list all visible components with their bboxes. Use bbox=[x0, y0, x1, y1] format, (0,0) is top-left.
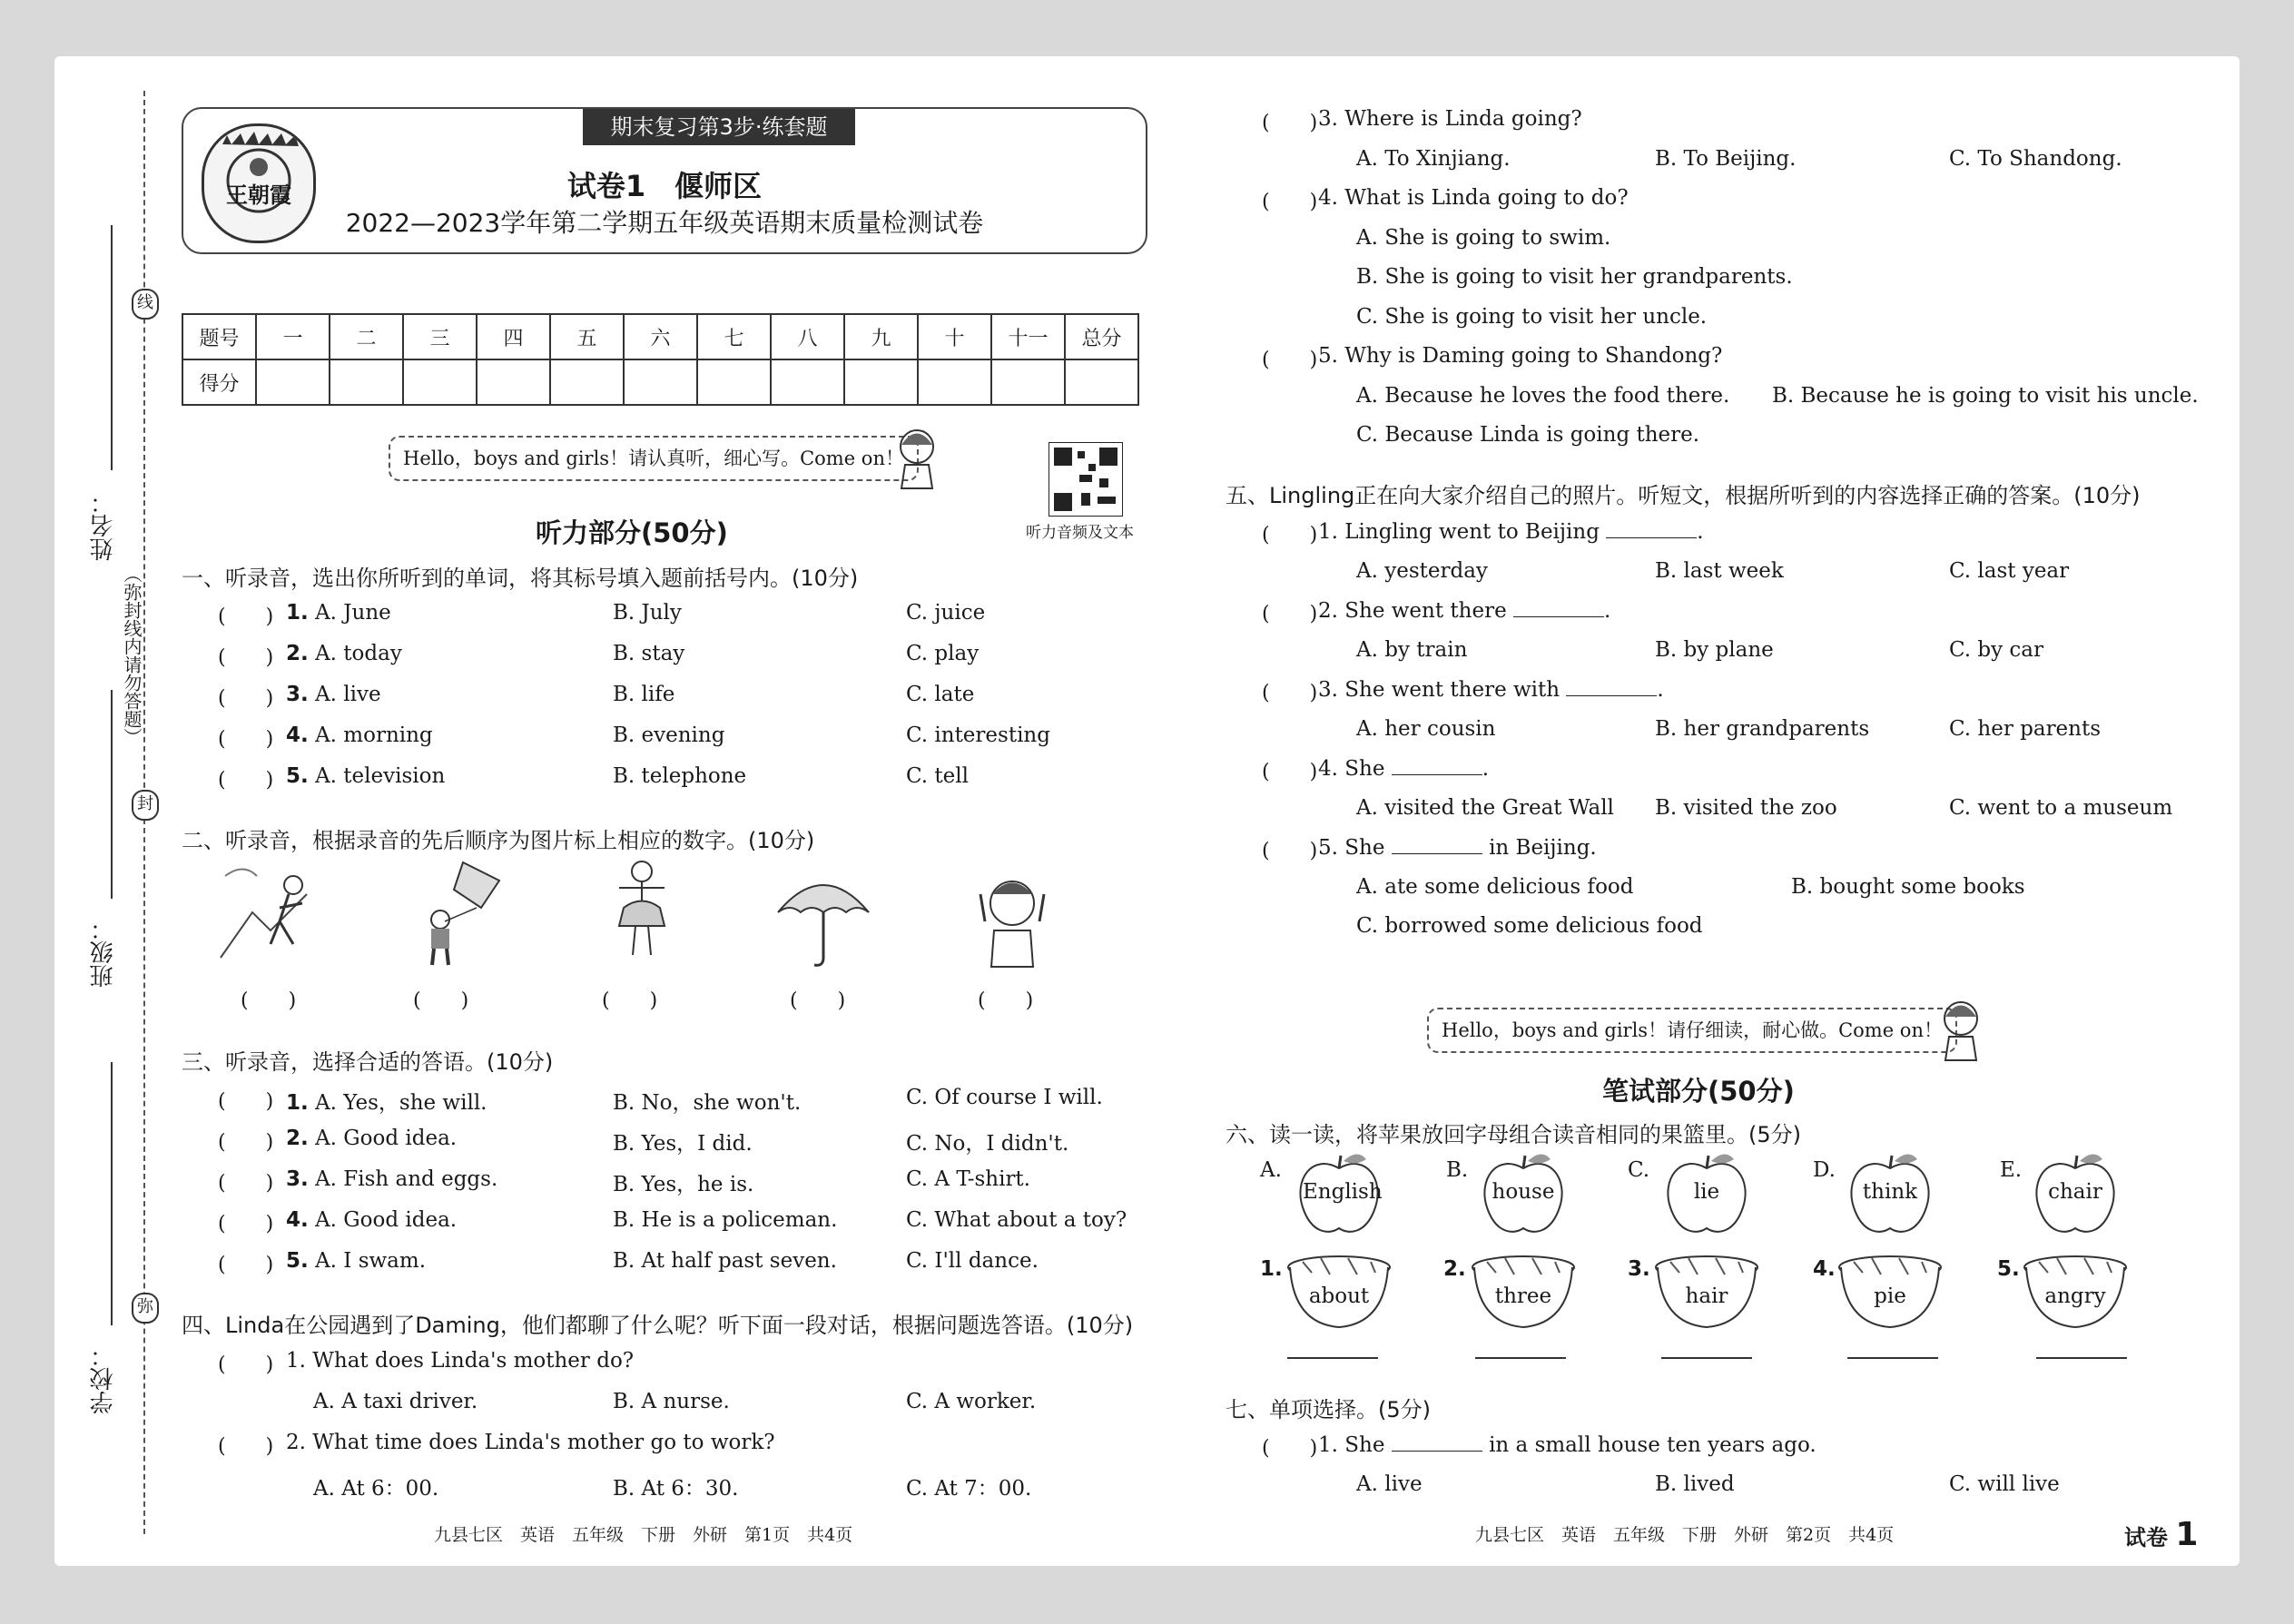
option-c: C. Of course I will. bbox=[906, 1086, 1103, 1109]
answer-bracket[interactable]: ( ) bbox=[1262, 840, 1318, 862]
option-c: C. play bbox=[906, 642, 980, 665]
boy-climbing-picture-icon bbox=[216, 858, 316, 967]
option-c: C. Because Linda is going there. bbox=[1356, 423, 1700, 447]
apple-label: B. bbox=[1446, 1158, 1469, 1182]
basket-word: pie bbox=[1874, 1284, 1906, 1308]
option-a: A. live bbox=[1356, 1472, 1423, 1496]
option-c: C. A T-shirt. bbox=[906, 1167, 1030, 1191]
score-cell[interactable] bbox=[624, 359, 697, 405]
answer-line[interactable] bbox=[2036, 1357, 2127, 1359]
footer-right: 九县七区 英语 五年级 下册 外研 第2页 共4页 bbox=[1475, 1525, 1895, 1545]
option-a: 3. A. Fish and eggs. bbox=[286, 1167, 498, 1191]
apple-label: E. bbox=[2000, 1158, 2023, 1182]
option-a: A. visited the Great Wall bbox=[1356, 796, 1614, 820]
option-c: C. went to a museum bbox=[1949, 796, 2173, 820]
section4-heading: 四、Linda在公园遇到了Daming，他们都聊了什么呢？听下面一段对话，根据问题选答语。(10分) bbox=[182, 1313, 1134, 1338]
picture-order-bracket[interactable]: ( ) bbox=[241, 989, 297, 1012]
option-a: 1. A. Yes，she will. bbox=[286, 1091, 487, 1115]
option-b: B. No，she won't. bbox=[613, 1091, 802, 1115]
option-a: A. She is going to swim. bbox=[1356, 226, 1611, 250]
answer-bracket[interactable]: ( ) bbox=[218, 646, 274, 669]
apple-word: lie bbox=[1693, 1180, 1720, 1204]
qr-caption: 听力音频及文本 bbox=[1026, 524, 1134, 542]
apple-word: house bbox=[1492, 1180, 1555, 1204]
option-c: C. A worker. bbox=[906, 1390, 1037, 1413]
school-field[interactable] bbox=[111, 1062, 113, 1325]
option-b: B. her grandparents bbox=[1655, 717, 1870, 741]
question-text: 5. Why is Daming going to Shandong? bbox=[1318, 344, 1723, 368]
question-text: 1. What does Linda's mother do? bbox=[286, 1349, 635, 1373]
option-c: C. At 7：00. bbox=[906, 1477, 1032, 1501]
score-header-cell: 十一 bbox=[991, 314, 1065, 359]
option-a: A. ate some delicious food bbox=[1356, 875, 1634, 899]
option-b: B. A nurse. bbox=[613, 1390, 730, 1413]
score-cell[interactable] bbox=[550, 359, 624, 405]
exam-header bbox=[182, 107, 1147, 254]
school-label: 学校： bbox=[90, 1343, 117, 1414]
option-a: 3. A. live bbox=[286, 683, 381, 706]
answer-line[interactable] bbox=[1847, 1357, 1938, 1359]
basket-label: 4. bbox=[1813, 1257, 1836, 1281]
answer-bracket[interactable]: ( ) bbox=[218, 1213, 274, 1235]
apple-word: chair bbox=[2048, 1180, 2102, 1204]
option-c: C. last year bbox=[1949, 559, 2070, 583]
name-field[interactable] bbox=[111, 225, 113, 470]
section7-heading: 七、单项选择。(5分) bbox=[1226, 1397, 1431, 1422]
answer-bracket[interactable]: ( ) bbox=[1262, 191, 1318, 213]
binding-note: （弥封线内请勿答题） bbox=[121, 565, 143, 746]
option-b: B. July bbox=[613, 601, 682, 625]
option-a: 2. A. today bbox=[286, 642, 402, 665]
score-header-cell: 三 bbox=[403, 314, 477, 359]
option-a: A. To Xinjiang. bbox=[1356, 147, 1511, 171]
score-header-cell: 题号 bbox=[182, 314, 256, 359]
answer-bracket[interactable]: ( ) bbox=[1262, 682, 1318, 704]
basket-word: about bbox=[1308, 1284, 1370, 1308]
paper-badge bbox=[2124, 1516, 2198, 1553]
score-header-cell: 总分 bbox=[1065, 314, 1138, 359]
option-c: C. I'll dance. bbox=[906, 1249, 1039, 1273]
option-b: B. last week bbox=[1655, 559, 1784, 583]
score-header-cell: 一 bbox=[256, 314, 330, 359]
score-cell[interactable] bbox=[697, 359, 771, 405]
dancing-girl-picture-icon bbox=[592, 853, 692, 962]
score-header-cell: 十 bbox=[918, 314, 991, 359]
score-header-cell: 四 bbox=[477, 314, 550, 359]
score-header-cell: 五 bbox=[550, 314, 624, 359]
question-text: 1. She in a small house ten years ago. bbox=[1318, 1433, 1816, 1457]
picture-order-bracket[interactable]: ( ) bbox=[413, 989, 469, 1012]
answer-line[interactable] bbox=[1475, 1357, 1566, 1359]
score-header-cell: 七 bbox=[697, 314, 771, 359]
class-field[interactable] bbox=[111, 690, 113, 899]
umbrella-picture-icon bbox=[773, 867, 873, 976]
paper-badge-number: 1 bbox=[2175, 1516, 2199, 1553]
score-header-cell: 六 bbox=[624, 314, 697, 359]
basket-word: hair bbox=[1685, 1284, 1728, 1308]
writing-section-title: 笔试部分(50分) bbox=[1602, 1076, 1795, 1107]
question-text: 2. What time does Linda's mother go to work? bbox=[286, 1431, 775, 1454]
score-cell[interactable] bbox=[1065, 359, 1138, 405]
basket-label: 1. bbox=[1260, 1257, 1283, 1281]
section5-heading: 五、Lingling正在向大家介绍自己的照片。听短文，根据所听到的内容选择正确的答案。(10分) bbox=[1226, 483, 2141, 508]
option-c: C. No，I didn't. bbox=[906, 1132, 1069, 1156]
paper-badge-label: 试卷 bbox=[2124, 1525, 2168, 1550]
answer-bracket[interactable]: ( ) bbox=[218, 769, 274, 792]
option-a: 5. A. I swam. bbox=[286, 1249, 427, 1273]
option-a: 1. A. June bbox=[286, 601, 391, 625]
question-text: 1. Lingling went to Beijing . bbox=[1318, 520, 1704, 544]
score-cell[interactable] bbox=[844, 359, 918, 405]
section3-heading: 三、听录音，选择合适的答语。(10分) bbox=[182, 1049, 554, 1075]
answer-bracket[interactable]: ( ) bbox=[218, 1353, 274, 1376]
score-row-label: 得分 bbox=[182, 359, 256, 405]
answer-bracket[interactable]: ( ) bbox=[1262, 761, 1318, 783]
answer-bracket[interactable]: ( ) bbox=[218, 687, 274, 710]
option-b: B. by plane bbox=[1655, 638, 1774, 662]
option-c: C. To Shandong. bbox=[1949, 147, 2122, 171]
answer-bracket[interactable]: ( ) bbox=[218, 728, 274, 751]
option-c: C. What about a toy? bbox=[906, 1208, 1127, 1232]
option-b: B. She is going to visit her grandparents. bbox=[1356, 265, 1793, 289]
option-a: A. At 6：00. bbox=[313, 1477, 439, 1501]
basket-word: angry bbox=[2044, 1284, 2106, 1308]
score-cell[interactable] bbox=[771, 359, 844, 405]
binding-char-close: 弥 bbox=[132, 1293, 159, 1324]
score-cell[interactable] bbox=[256, 359, 330, 405]
option-a: A. her cousin bbox=[1356, 717, 1496, 741]
exam-sheet bbox=[54, 56, 2240, 1566]
option-b: B. lived bbox=[1655, 1472, 1735, 1496]
option-a: A. A taxi driver. bbox=[313, 1390, 478, 1413]
option-b: B. telephone bbox=[613, 764, 747, 788]
question-text: 4. What is Linda going to do? bbox=[1318, 186, 1629, 210]
picture-order-bracket[interactable]: ( ) bbox=[790, 989, 846, 1012]
answer-bracket[interactable]: ( ) bbox=[218, 1254, 274, 1276]
girl-cartoon-icon bbox=[1938, 999, 1984, 1062]
option-c: C. by car bbox=[1949, 638, 2044, 662]
option-b: B. evening bbox=[613, 723, 725, 747]
apple-label: D. bbox=[1813, 1158, 1836, 1182]
review-step-tab: 期末复习第3步·练套题 bbox=[583, 109, 855, 145]
binding-char-seal: 封 bbox=[132, 790, 159, 821]
answer-bracket[interactable]: ( ) bbox=[218, 1435, 274, 1458]
basket-word: three bbox=[1494, 1284, 1552, 1308]
score-cell[interactable] bbox=[403, 359, 477, 405]
answer-bracket[interactable]: ( ) bbox=[218, 1131, 274, 1154]
question-text: 5. She in Beijing. bbox=[1318, 836, 1597, 860]
option-a: A. by train bbox=[1356, 638, 1468, 662]
option-b: B. bought some books bbox=[1791, 875, 2025, 899]
option-c: C. will live bbox=[1949, 1472, 2060, 1496]
option-b: B. At 6：30. bbox=[613, 1477, 739, 1501]
score-cell[interactable] bbox=[330, 359, 403, 405]
apple-word: English bbox=[1303, 1180, 1383, 1204]
option-b: B. To Beijing. bbox=[1655, 147, 1797, 171]
option-c: C. borrowed some delicious food bbox=[1356, 914, 1703, 938]
footer-left: 九县七区 英语 五年级 下册 外研 第1页 共4页 bbox=[434, 1525, 853, 1545]
class-label: 班级： bbox=[90, 917, 117, 988]
option-b: B. visited the zoo bbox=[1655, 796, 1837, 820]
basket-label: 3. bbox=[1628, 1257, 1650, 1281]
score-table bbox=[182, 313, 1139, 406]
option-c: C. late bbox=[906, 683, 975, 706]
apple-label: C. bbox=[1628, 1158, 1650, 1182]
answer-bracket[interactable]: ( ) bbox=[218, 1090, 274, 1113]
option-a: A. yesterday bbox=[1356, 559, 1488, 583]
kite-boy-picture-icon bbox=[409, 858, 508, 967]
option-b: B. life bbox=[613, 683, 675, 706]
name-label: 姓名： bbox=[90, 490, 117, 561]
writing-greeting: Hello，boys and girls！请仔细读，耐心做。Come on！ bbox=[1427, 1008, 1957, 1053]
option-c: C. interesting bbox=[906, 723, 1050, 747]
option-c: C. tell bbox=[906, 764, 969, 788]
question-text: 2. She went there . bbox=[1318, 599, 1611, 623]
answer-bracket[interactable]: ( ) bbox=[1262, 1437, 1318, 1460]
qr-code-icon[interactable] bbox=[1049, 442, 1123, 517]
option-a: 4. A. morning bbox=[286, 723, 433, 747]
basket-label: 5. bbox=[1997, 1257, 2020, 1281]
score-header-cell: 二 bbox=[330, 314, 403, 359]
girl-cartoon-icon bbox=[894, 427, 940, 490]
section6-heading: 六、读一读，将苹果放回字母组合读音相同的果篮里。(5分) bbox=[1226, 1122, 1801, 1147]
apple-word: think bbox=[1862, 1180, 1918, 1204]
apple-label: A. bbox=[1260, 1158, 1282, 1182]
option-b: B. Yes，he is. bbox=[613, 1173, 754, 1196]
listening-section-title: 听力部分(50分) bbox=[536, 517, 728, 548]
section2-heading: 二、听录音，根据录音的先后顺序为图片标上相应的数字。(10分) bbox=[182, 828, 815, 853]
option-b: B. Yes，I did. bbox=[613, 1132, 753, 1156]
binding-char-line: 线 bbox=[132, 289, 159, 320]
logo-text: 王朝霞 bbox=[226, 182, 291, 208]
score-cell[interactable] bbox=[918, 359, 991, 405]
answer-line[interactable] bbox=[1661, 1357, 1752, 1359]
waving-boy-picture-icon bbox=[962, 867, 1062, 976]
question-text: 3. She went there with . bbox=[1318, 678, 1664, 702]
answer-bracket[interactable]: ( ) bbox=[1262, 349, 1318, 371]
option-c: C. juice bbox=[906, 601, 986, 625]
picture-order-bracket[interactable]: ( ) bbox=[602, 989, 658, 1012]
score-cell[interactable] bbox=[477, 359, 550, 405]
option-c: C. She is going to visit her uncle. bbox=[1356, 305, 1708, 329]
score-header-cell: 八 bbox=[771, 314, 844, 359]
option-b: B. At half past seven. bbox=[613, 1249, 837, 1273]
answer-line[interactable] bbox=[1287, 1357, 1378, 1359]
answer-bracket[interactable]: ( ) bbox=[1262, 524, 1318, 546]
answer-bracket[interactable]: ( ) bbox=[218, 605, 274, 628]
option-a: 5. A. television bbox=[286, 764, 446, 788]
exam-title: 试卷1 偃师区 bbox=[566, 169, 763, 203]
picture-order-bracket[interactable]: ( ) bbox=[978, 989, 1034, 1012]
option-b: B. stay bbox=[613, 642, 685, 665]
score-cell[interactable] bbox=[991, 359, 1065, 405]
basket-label: 2. bbox=[1443, 1257, 1466, 1281]
score-header-cell: 九 bbox=[844, 314, 918, 359]
option-b: B. Because he is going to visit his uncle. bbox=[1772, 384, 2199, 408]
answer-bracket[interactable]: ( ) bbox=[218, 1172, 274, 1195]
option-a: A. Because he loves the food there. bbox=[1356, 384, 1730, 408]
option-c: C. her parents bbox=[1949, 717, 2102, 741]
option-b: B. He is a policeman. bbox=[613, 1208, 838, 1232]
section1-heading: 一、听录音，选出你所听到的单词，将其标号填入题前括号内。(10分) bbox=[182, 566, 859, 591]
exam-subtitle: 2022—2023学年第二学期五年级英语期末质量检测试卷 bbox=[345, 208, 984, 238]
option-a: 2. A. Good idea. bbox=[286, 1127, 458, 1150]
option-a: 4. A. Good idea. bbox=[286, 1208, 458, 1232]
listening-greeting: Hello，boys and girls！请认真听，细心写。Come on！ bbox=[389, 436, 919, 481]
question-text: 3. Where is Linda going? bbox=[1318, 107, 1582, 131]
answer-bracket[interactable]: ( ) bbox=[1262, 112, 1318, 134]
answer-bracket[interactable]: ( ) bbox=[1262, 603, 1318, 625]
question-text: 4. She . bbox=[1318, 757, 1490, 781]
